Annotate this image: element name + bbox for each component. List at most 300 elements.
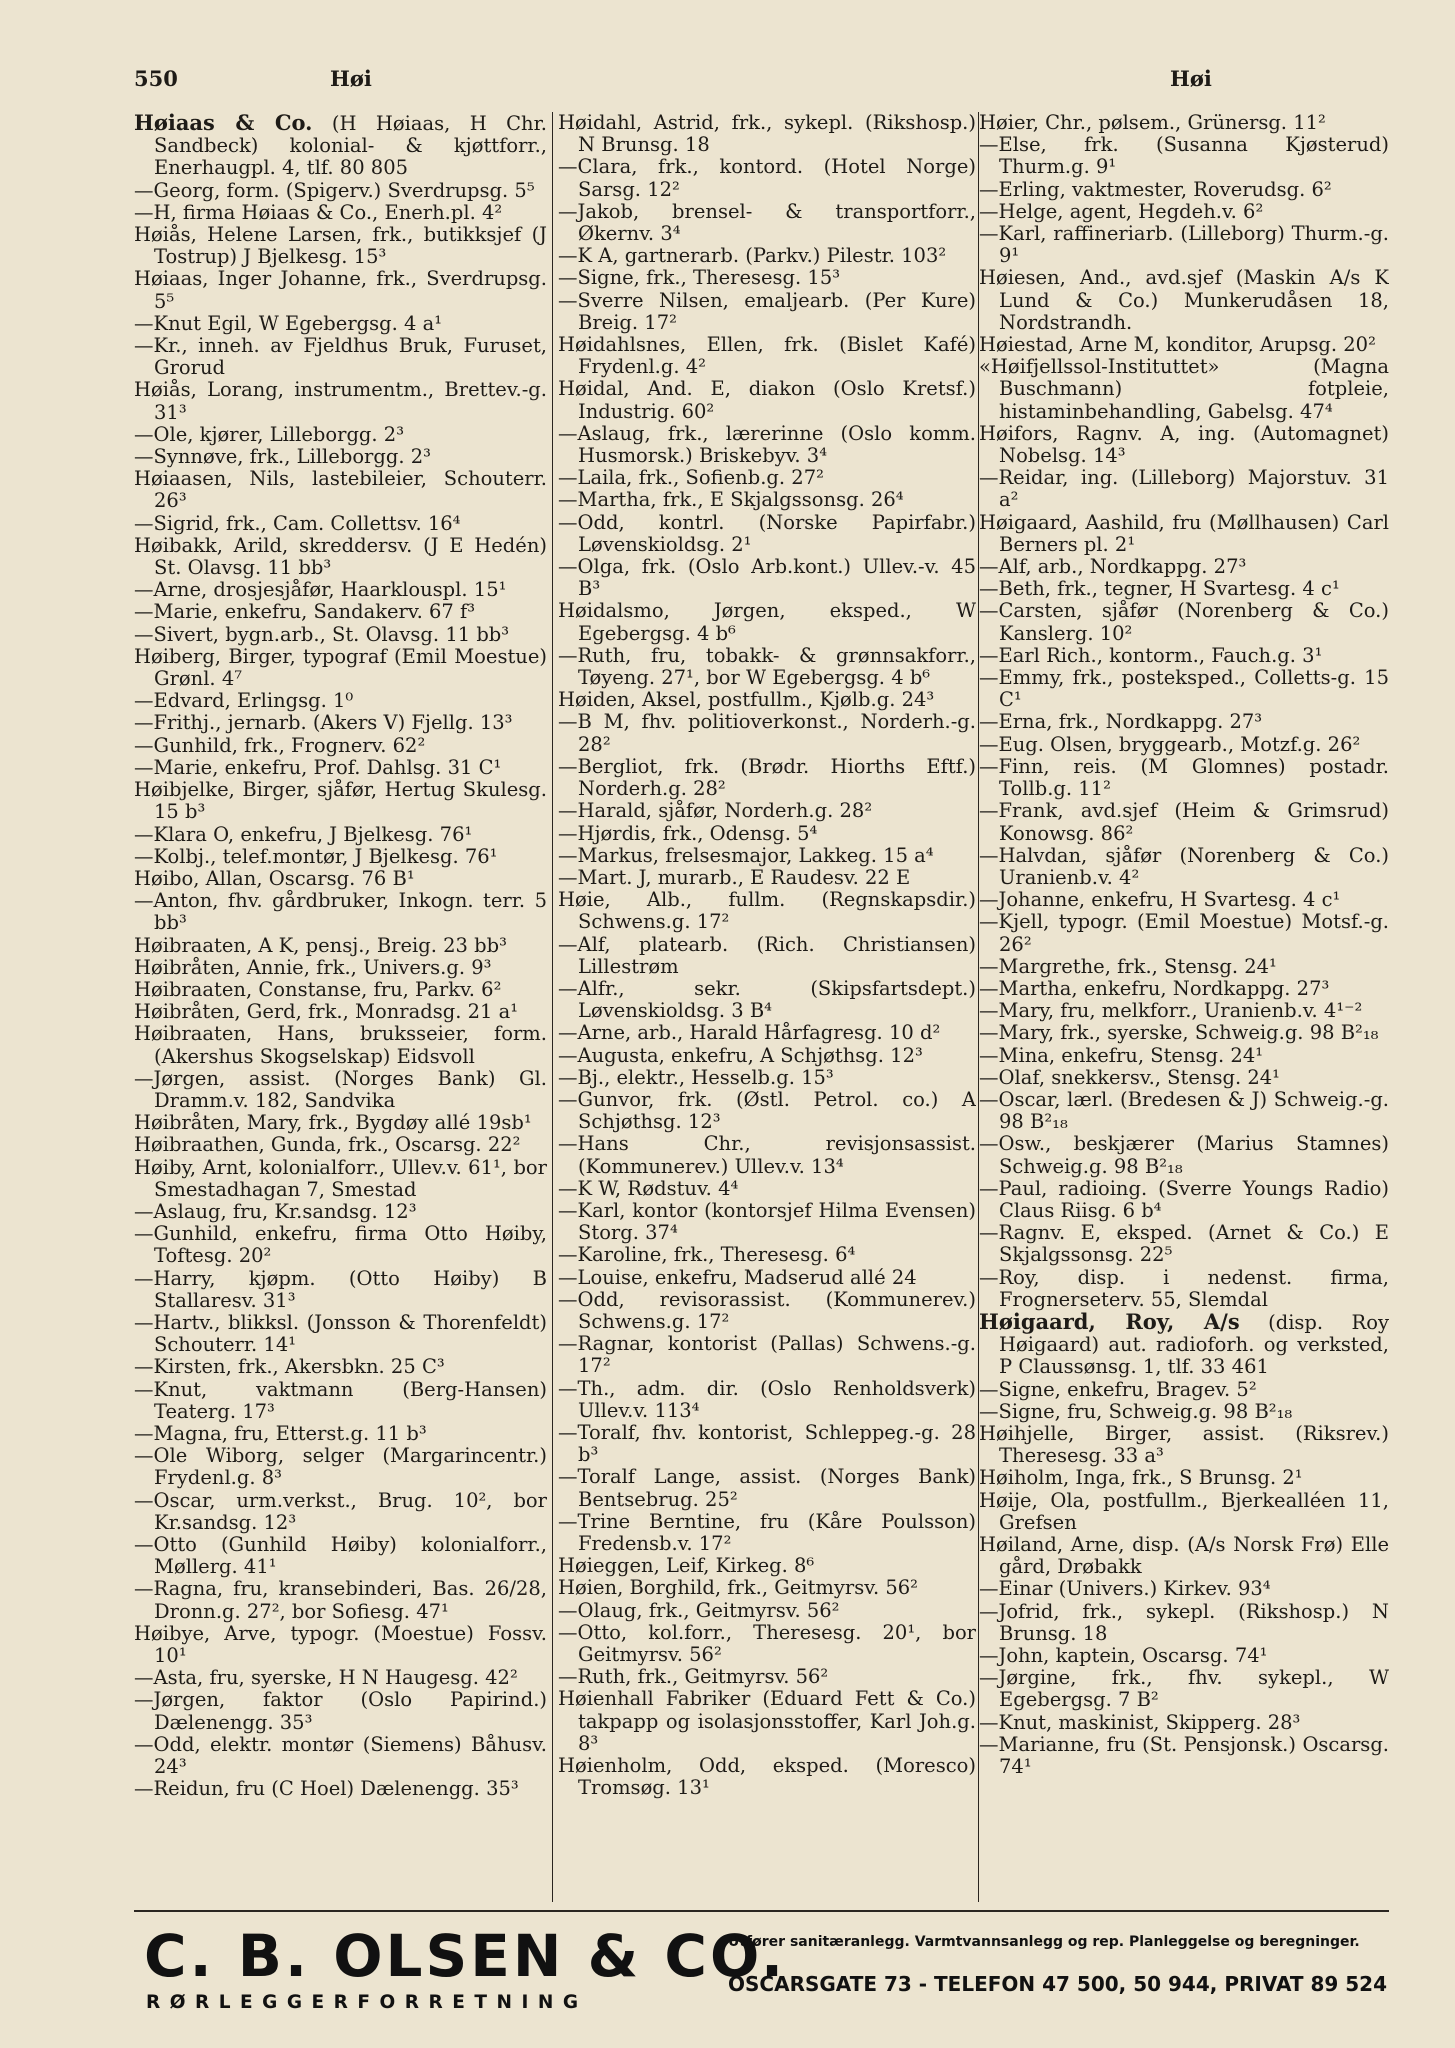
directory-entry bbox=[558, 423, 976, 467]
directory-entry bbox=[134, 979, 547, 1001]
entry-text: —Ragnar, kontorist (Pallas) Schwens.-g. 17² bbox=[558, 1332, 976, 1378]
directory-entry bbox=[134, 846, 547, 868]
entry-text: —Odd, elektr. montør (Siemens) Båhusv. 24³ bbox=[134, 1732, 547, 1779]
directory-entry bbox=[979, 1222, 1389, 1266]
directory-entry bbox=[134, 1112, 547, 1134]
entry-text: —Hartv., blikksl. (Jonsson & Thorenfeldt) Schouterr. 14¹ bbox=[134, 1310, 547, 1357]
directory-entry bbox=[558, 934, 976, 978]
directory-entry bbox=[979, 1712, 1389, 1734]
entry-text: —Erling, vaktmester, Roverudsg. 6² bbox=[979, 177, 1332, 201]
entry-text: —Mary, frk., syerske, Schweig.g. 98 B²₁₈ bbox=[979, 1021, 1379, 1045]
entry-text: —Signe, enkefru, Bragev. 5² bbox=[979, 1377, 1257, 1401]
directory-entry bbox=[979, 512, 1389, 556]
entry-text: —Th., adm. dir. (Oslo Renholdsverk) Ullev.v. 113⁴ bbox=[558, 1376, 976, 1422]
directory-entry bbox=[134, 735, 547, 757]
directory-entry bbox=[558, 1577, 976, 1599]
directory-entry bbox=[558, 800, 976, 822]
directory-entry bbox=[134, 1778, 547, 1800]
directory-entry bbox=[979, 1645, 1389, 1667]
entry-text: —Ole Wiborg, selger (Margarincentr.) Frydenl.g. 8³ bbox=[134, 1444, 547, 1490]
directory-entry bbox=[134, 1490, 547, 1534]
directory-entry bbox=[979, 1267, 1389, 1311]
directory-entry bbox=[134, 824, 547, 846]
directory-entry bbox=[134, 1001, 547, 1023]
entry-text: Høibraathen, Gunda, frk., Oscarsg. 22² bbox=[134, 1133, 521, 1157]
directory-entry bbox=[134, 202, 547, 224]
entry-text: —Marie, enkefru, Sandakerv. 67 f³ bbox=[134, 600, 476, 624]
directory-entry bbox=[134, 1534, 547, 1578]
entry-text: Høibraaten, A K, pensj., Breig. 23 bb³ bbox=[134, 933, 507, 957]
entry-text: —Reidar, ing. (Lilleborg) Majorstuv. 31 a² bbox=[979, 466, 1389, 512]
entry-text: —Mary, fru, melkforr., Uranienb.v. 4¹⁻² bbox=[979, 999, 1363, 1023]
directory-entry bbox=[558, 467, 976, 489]
directory-entry bbox=[134, 1623, 547, 1667]
directory-entry bbox=[558, 1178, 976, 1200]
entry-text: Høie, Alb., fullm. (Regnskapsdir.) Schwens.g. 17² bbox=[558, 888, 976, 934]
directory-entry bbox=[979, 978, 1389, 1000]
directory-entry bbox=[558, 1133, 976, 1177]
directory-entry bbox=[979, 134, 1389, 178]
entry-text: —Knut, vaktmann (Berg-Hansen) Teaterg. 17³ bbox=[134, 1377, 547, 1423]
directory-column-1 bbox=[134, 112, 547, 1904]
directory-entry bbox=[558, 1555, 976, 1577]
entry-text: —Alf, arb., Nordkappg. 27³ bbox=[979, 555, 1247, 579]
directory-entry bbox=[979, 1045, 1389, 1067]
directory-entry bbox=[558, 1045, 976, 1067]
entry-text: —Laila, frk., Sofienb.g. 27² bbox=[558, 466, 824, 490]
entry-text: —Georg, form. (Spigerv.) Sverdrupsg. 5⁵ bbox=[134, 178, 535, 202]
entry-text: Høiland, Arne, disp. (A/s Norsk Frø) Elle gård, Drøbakk bbox=[979, 1533, 1389, 1579]
directory-entry bbox=[979, 645, 1389, 667]
entry-text: Høieggen, Leif, Kirkeg. 8⁶ bbox=[558, 1554, 815, 1578]
entry-text: —Ragnv. E, eksped. (Arnet & Co.) E Skjalgssonsg. 22⁵ bbox=[979, 1221, 1389, 1267]
directory-entry bbox=[979, 1308, 1389, 1379]
entry-text: —K A, gartnerarb. (Parkv.) Pilestr. 103² bbox=[558, 244, 947, 268]
entry-text: «Høifjellssol-Instituttet» (Magna Buschmann) fotpleie, histaminbehandling, Gabelsg. 47⁴ bbox=[979, 355, 1389, 423]
directory-entry bbox=[558, 600, 976, 644]
directory-entry bbox=[134, 690, 547, 712]
entry-text: —Alf, platearb. (Rich. Christiansen) Lillestrøm bbox=[558, 932, 976, 978]
directory-entry bbox=[134, 868, 547, 890]
directory-entry bbox=[558, 823, 976, 845]
directory-entry bbox=[558, 512, 976, 556]
directory-entry bbox=[558, 1466, 976, 1510]
entry-text: Høidal, And. E, diakon (Oslo Kretsf.) Industrig. 60² bbox=[558, 377, 976, 423]
entry-text: —Oscar, lærl. (Bredesen & J) Schweig.-g. 98 B²₁₈ bbox=[979, 1087, 1389, 1134]
entry-text: Høiaas, Inger Johanne, frk., Sverdrupsg. 5⁵ bbox=[134, 267, 547, 313]
entry-text: —Kr., inneh. av Fjeldhus Bruk, Furuset, Grorud bbox=[134, 334, 547, 380]
directory-entry bbox=[134, 1379, 547, 1423]
entry-text: —Martha, enkefru, Nordkappg. 27³ bbox=[979, 976, 1330, 1000]
directory-entry bbox=[558, 1688, 976, 1755]
entry-text: Høibråten, Mary, frk., Bygdøy allé 19sb¹ bbox=[134, 1111, 532, 1135]
directory-entry bbox=[979, 1601, 1389, 1645]
entry-text: —Anton, fhv. gårdbruker, Inkogn. terr. 5 bb³ bbox=[134, 889, 547, 935]
ad-services-text: Utfører sanitæranlegg. Varmtvannsanlegg og rep. Planleggelse og beregninger. bbox=[728, 1934, 1360, 1950]
entry-text: —Ragna, fru, kransebinderi, Bas. 26/28, Dronn.g. 27², bor Sofiesg. 47¹ bbox=[134, 1577, 547, 1623]
entry-text: —Karl, raffineriarb. (Lilleborg) Thurm.-g. 9¹ bbox=[979, 222, 1389, 268]
entry-text: Høiesen, And., avd.sjef (Maskin A/s K Lund & Co.) Munkerudåsen 18, Nordstrandh. bbox=[979, 266, 1389, 334]
directory-entry bbox=[134, 624, 547, 646]
entry-text: —Edvard, Erlingsg. 1⁰ bbox=[134, 689, 354, 713]
directory-entry bbox=[134, 579, 547, 601]
entry-text: Høiestad, Arne M, konditor, Arupsg. 20² bbox=[979, 333, 1376, 357]
entry-text: —Olga, frk. (Oslo Arb.kont.) Ullev.-v. 45 B³ bbox=[558, 555, 976, 601]
entry-name: Høigaard, Roy, A/s bbox=[979, 1308, 1240, 1334]
directory-entry bbox=[134, 712, 547, 734]
directory-entry bbox=[134, 646, 547, 690]
directory-entry bbox=[558, 1089, 976, 1133]
entry-text: —John, kaptein, Oscarsg. 74¹ bbox=[979, 1644, 1268, 1668]
directory-entry bbox=[979, 356, 1389, 423]
entry-text: —Odd, revisorassist. (Kommunerev.) Schwens.g. 17² bbox=[558, 1287, 976, 1333]
directory-entry bbox=[134, 1423, 547, 1445]
directory-entry bbox=[558, 978, 976, 1022]
entry-text: —Alfr., sekr. (Skipsfartsdept.) Løvenskioldsg. 3 B⁴ bbox=[558, 976, 976, 1023]
directory-entry bbox=[134, 1445, 547, 1489]
entry-text: —Karl, kontor (kontorsjef Hilma Evensen) Storg. 37⁴ bbox=[558, 1198, 976, 1245]
entry-text: Høije, Ola, postfullm., Bjerkealléen 11, Grefsen bbox=[979, 1488, 1389, 1534]
directory-entry bbox=[979, 1467, 1389, 1489]
entry-text: —Jofrid, frk., sykepl. (Rikshosp.) N Brunsg. 18 bbox=[979, 1599, 1389, 1645]
entry-text: —Markus, frelsesmajor, Lakkeg. 15 a⁴ bbox=[558, 843, 934, 867]
entry-text: —Sivert, bygn.arb., St. Olavsg. 11 bb³ bbox=[134, 622, 510, 646]
directory-entry bbox=[134, 1023, 547, 1067]
directory-entry bbox=[134, 1268, 547, 1312]
entry-text: Høien, Borghild, frk., Geitmyrsv. 56² bbox=[558, 1576, 918, 1600]
right-running-head: Høi bbox=[1170, 66, 1212, 91]
entry-text: —Louise, enkefru, Madserud allé 24 bbox=[558, 1265, 917, 1289]
directory-entry bbox=[979, 1379, 1389, 1401]
directory-entry bbox=[979, 1089, 1389, 1133]
directory-entry bbox=[979, 1490, 1389, 1534]
entry-text: —Arne, arb., Harald Hårfagresg. 10 d² bbox=[558, 1021, 941, 1045]
entry-text: —Magna, fru, Etterst.g. 11 b³ bbox=[134, 1421, 427, 1445]
entry-text: —Aslaug, fru, Kr.sandsg. 12³ bbox=[134, 1199, 417, 1223]
entry-text: Høiholm, Inga, frk., S Brunsg. 2¹ bbox=[979, 1466, 1303, 1490]
entry-text: Høibo, Allan, Oscarsg. 76 B¹ bbox=[134, 866, 415, 890]
entry-text: —Olaug, frk., Geitmyrsv. 56² bbox=[558, 1598, 840, 1622]
directory-entry bbox=[134, 1157, 547, 1201]
directory-entry bbox=[134, 935, 547, 957]
directory-entry bbox=[979, 467, 1389, 511]
entry-text: —Trine Berntine, fru (Kåre Poulsson) Fredensb.v. 17² bbox=[558, 1509, 976, 1555]
directory-entry bbox=[558, 334, 976, 378]
directory-entry bbox=[134, 313, 547, 335]
directory-entry bbox=[134, 112, 547, 180]
entry-text: —Oscar, urm.verkst., Brug. 10², bor Kr.sandsg. 12³ bbox=[134, 1488, 547, 1534]
entry-text: Høiden, Aksel, postfullm., Kjølb.g. 24³ bbox=[558, 688, 935, 712]
directory-entry bbox=[558, 1200, 976, 1244]
directory-entry bbox=[558, 867, 976, 889]
directory-column-2 bbox=[558, 112, 976, 1904]
directory-entry bbox=[558, 1289, 976, 1333]
directory-entry bbox=[979, 1734, 1389, 1778]
entry-text: —Mina, enkefru, Stensg. 24¹ bbox=[979, 1043, 1264, 1067]
entry-text: —Bergliot, frk. (Brødr. Hiorths Eftf.) Norderh.g. 28² bbox=[558, 754, 976, 801]
directory-entry bbox=[134, 757, 547, 779]
entry-text: Høiberg, Birger, typograf (Emil Moestue) Grønl. 4⁷ bbox=[134, 644, 547, 691]
directory-entry bbox=[979, 845, 1389, 889]
directory-entry bbox=[558, 1511, 976, 1555]
directory-entry bbox=[979, 578, 1389, 600]
directory-entry bbox=[134, 1068, 547, 1112]
entry-text: —Ruth, fru, tobakk- & grønnsakforr., Tøyeng. 27¹, bor W Egebergsg. 4 b⁶ bbox=[558, 643, 976, 690]
entry-text: —Signe, frk., Theresesg. 15³ bbox=[558, 266, 841, 290]
entry-text: —Otto (Gunhild Høiby) kolonialforr., Møllerg. 41¹ bbox=[134, 1533, 547, 1579]
directory-entry bbox=[979, 1067, 1389, 1089]
entry-text: —Frithj., jernarb. (Akers V) Fjellg. 13³ bbox=[134, 711, 513, 735]
entry-text: —Harry, kjøpm. (Otto Høiby) B Stallaresv. 31³ bbox=[134, 1266, 547, 1312]
entry-text: —Frank, avd.sjef (Heim & Grimsrud) Konowsg. 86² bbox=[979, 799, 1389, 845]
entry-text: —Else, frk. (Susanna Kjøsterud) Thurm.g. 9¹ bbox=[979, 133, 1389, 179]
directory-entry bbox=[979, 201, 1389, 223]
directory-entry bbox=[558, 1600, 976, 1622]
ad-company-name: C. B. OLSEN & CO. bbox=[144, 1922, 787, 1990]
entry-text: —K W, Rødstuv. 4⁴ bbox=[558, 1176, 739, 1200]
entry-text: —Synnøve, frk., Lilleborgg. 2³ bbox=[134, 445, 431, 469]
directory-entry bbox=[134, 1667, 547, 1689]
directory-entry bbox=[134, 446, 547, 468]
entry-text: —Kjell, typogr. (Emil Moestue) Motsf.-g. 26² bbox=[979, 910, 1389, 956]
entry-text: Høigaard, Aashild, fru (Møllhausen) Carl Berners pl. 2¹ bbox=[979, 510, 1389, 556]
directory-entry bbox=[134, 224, 547, 268]
entry-text: Høidalsmo, Jørgen, eksped., W Egebergsg. 4 b⁶ bbox=[558, 599, 976, 645]
directory-entry bbox=[134, 468, 547, 512]
directory-entry bbox=[979, 1401, 1389, 1423]
entry-text: —H, firma Høiaas & Co., Enerh.pl. 4² bbox=[134, 200, 503, 224]
directory-entry bbox=[134, 1578, 547, 1622]
entry-text: Høibråten, Annie, frk., Univers.g. 9³ bbox=[134, 955, 492, 979]
entry-text: —Hans Chr., revisjonsassist. (Kommunerev.) Ullev.v. 13⁴ bbox=[558, 1132, 976, 1178]
entry-text: —Marie, enkefru, Prof. Dahlsg. 31 C¹ bbox=[134, 755, 502, 779]
entry-text: —Beth, frk., tegner, H Svartesg. 4 c¹ bbox=[979, 577, 1340, 601]
directory-entry bbox=[558, 1244, 976, 1266]
directory-entry bbox=[558, 1022, 976, 1044]
directory-entry bbox=[558, 267, 976, 289]
entry-text: Høibakk, Arild, skreddersv. (J E Hedén) St. Olavsg. 11 bb³ bbox=[134, 533, 547, 580]
directory-entry bbox=[979, 1178, 1389, 1222]
entry-text: —Margrethe, frk., Stensg. 24¹ bbox=[979, 954, 1277, 978]
directory-entry bbox=[979, 711, 1389, 733]
entry-text: —Roy, disp. i nedenst. firma, Frognerseterv. 55, Slemdal bbox=[979, 1265, 1389, 1311]
entry-text: —Finn, reis. (M Glomnes) postadr. Tollb.g. 11² bbox=[979, 754, 1389, 801]
directory-entry bbox=[134, 535, 547, 579]
directory-entry bbox=[558, 1622, 976, 1666]
entry-text: —Toralf Lange, assist. (Norges Bank) Bentsebrug. 25² bbox=[558, 1465, 976, 1511]
directory-entry bbox=[558, 756, 976, 800]
directory-entry bbox=[134, 268, 547, 312]
directory-entry bbox=[134, 513, 547, 535]
entry-text: —Olaf, snekkersv., Stensg. 24¹ bbox=[979, 1065, 1280, 1089]
directory-entry bbox=[979, 667, 1389, 711]
entry-text: —Toralf, fhv. kontorist, Schleppeg.-g. 28 b³ bbox=[558, 1420, 976, 1467]
entry-text: —Mart. J, murarb., E Raudesv. 22 E bbox=[558, 865, 911, 889]
entry-text: Høibråten, Gerd, frk., Monradsg. 21 a¹ bbox=[134, 1000, 519, 1024]
directory-entry bbox=[979, 1534, 1389, 1578]
entry-text: Høihjelle, Birger, assist. (Riksrev.) Theresesg. 33 a³ bbox=[979, 1421, 1389, 1468]
directory-entry bbox=[558, 201, 976, 245]
left-running-head: Høi bbox=[330, 66, 372, 91]
entry-text: —Jørgine, frk., fhv. sykepl., W Egebergsg. 7 B² bbox=[979, 1666, 1389, 1712]
directory-entry bbox=[134, 379, 547, 423]
entry-text: Høibraaten, Constanse, fru, Parkv. 6² bbox=[134, 977, 502, 1001]
entry-text: —Clara, frk., kontord. (Hotel Norge) Sarsg. 12² bbox=[558, 155, 976, 201]
column-divider bbox=[552, 112, 553, 1902]
entry-text: Høibjelke, Birger, sjåfør, Hertug Skulesg. 15 b³ bbox=[134, 778, 547, 824]
entry-text: —Erna, frk., Nordkappg. 27³ bbox=[979, 710, 1263, 734]
entry-text: —Johanne, enkefru, H Svartesg. 4 c¹ bbox=[979, 888, 1341, 912]
directory-entry bbox=[979, 267, 1389, 334]
directory-entry bbox=[134, 1223, 547, 1267]
directory-entry bbox=[979, 734, 1389, 756]
ad-company-subtitle: RØRLEGGERFORRETNING bbox=[146, 1992, 588, 2013]
entry-text: —Knut Egil, W Egebergsg. 4 a¹ bbox=[134, 311, 443, 335]
entry-text: —Jørgen, assist. (Norges Bank) Gl. Dramm.v. 182, Sandvika bbox=[134, 1066, 547, 1112]
entry-text: —Marianne, fru (St. Pensjonsk.) Oscarsg. 74¹ bbox=[979, 1732, 1389, 1779]
directory-entry bbox=[558, 1267, 976, 1289]
directory-entry bbox=[979, 600, 1389, 644]
entry-text: —Jakob, brensel- & transportforr., Økernv. 3⁴ bbox=[558, 199, 976, 246]
directory-entry bbox=[558, 689, 976, 711]
entry-text: —Sigrid, frk., Cam. Collettsv. 16⁴ bbox=[134, 511, 461, 535]
entry-text: —Osw., beskjærer (Marius Stamnes) Schweig.g. 98 B²₁₈ bbox=[979, 1132, 1389, 1178]
directory-entry bbox=[979, 756, 1389, 800]
entry-text: —Einar (Univers.) Kirkev. 93⁴ bbox=[979, 1577, 1271, 1601]
entry-text: —Bj., elektr., Hesselb.g. 15³ bbox=[558, 1065, 834, 1089]
directory-entry bbox=[134, 1734, 547, 1778]
directory-entry bbox=[979, 1667, 1389, 1711]
directory-entry bbox=[134, 180, 547, 202]
directory-entry bbox=[979, 1423, 1389, 1467]
entry-text: —Carsten, sjåfør (Norenberg & Co.) Kanslerg. 10² bbox=[979, 599, 1389, 645]
directory-entry bbox=[558, 889, 976, 933]
advertisement-banner bbox=[134, 1910, 1389, 2012]
directory-entry bbox=[558, 645, 976, 689]
directory-entry bbox=[558, 290, 976, 334]
directory-entry bbox=[558, 1378, 976, 1422]
entry-text: —Reidun, fru (C Hoel) Dælenengg. 35³ bbox=[134, 1777, 519, 1801]
directory-entry bbox=[979, 1578, 1389, 1600]
directory-entry bbox=[558, 156, 976, 200]
entry-text: —Helge, agent, Hegdeh.v. 6² bbox=[979, 199, 1264, 223]
directory-entry bbox=[979, 1133, 1389, 1177]
directory-entry bbox=[979, 556, 1389, 578]
entry-text: —Emmy, frk., posteksped., Colletts-g. 15 C¹ bbox=[979, 666, 1389, 712]
entry-text: (H Høiaas, H Chr. Sandbeck) kolonial- & kjøttforr., Enerhaugpl. 4, tlf. 80 805 bbox=[154, 112, 547, 180]
entry-text: —Eug. Olsen, bryggearb., Motzf.g. 26² bbox=[979, 732, 1361, 756]
entry-text: —Gunhild, enkefru, firma Otto Høiby, Toftesg. 20² bbox=[134, 1222, 547, 1268]
entry-text: —B M, fhv. politioverkonst., Norderh.-g. 28² bbox=[558, 710, 976, 756]
entry-text: —Signe, fru, Schweig.g. 98 B²₁₈ bbox=[979, 1399, 1293, 1423]
directory-entry bbox=[134, 890, 547, 934]
entry-text: —Hjørdis, frk., Odensg. 5⁴ bbox=[558, 821, 818, 845]
entry-text: —Sverre Nilsen, emaljearb. (Per Kure) Breig. 17² bbox=[558, 288, 976, 334]
directory-entry bbox=[979, 112, 1389, 134]
entry-text: Høiby, Arnt, kolonialforr., Ullev.v. 61¹, bor Smestadhagan 7, Smestad bbox=[134, 1155, 547, 1201]
entry-text: Høiaasen, Nils, lastebileier, Schouterr. 26³ bbox=[134, 467, 547, 513]
entry-text: (disp. Roy Høigaard) aut. radioforh. og verksted, P Claussønsg. 1, tlf. 33 461 bbox=[999, 1310, 1389, 1379]
entry-text: Høiås, Helene Larsen, frk., butikksjef (J Tostrup) J Bjelkesg. 15³ bbox=[134, 223, 547, 269]
directory-entry bbox=[558, 1422, 976, 1466]
directory-entry bbox=[134, 424, 547, 446]
entry-text: Høier, Chr., pølsem., Grünersg. 11² bbox=[979, 112, 1326, 134]
entry-text: —Asta, fru, syerske, H N Haugesg. 42² bbox=[134, 1666, 518, 1690]
directory-entry bbox=[558, 245, 976, 267]
directory-entry bbox=[134, 1134, 547, 1156]
ad-contact-text: OSCARSGATE 73 - TELEFON 47 500, 50 944, PRIVAT 89 524 bbox=[728, 1972, 1388, 1996]
entry-text: —Gunhild, frk., Frognerv. 62² bbox=[134, 733, 426, 757]
directory-entry bbox=[134, 1312, 547, 1356]
entry-text: —Jørgen, faktor (Oslo Papirind.) Dælenengg. 35³ bbox=[134, 1688, 547, 1734]
directory-entry bbox=[134, 779, 547, 823]
directory-entry bbox=[979, 1000, 1389, 1022]
entry-text: Høienhall Fabriker (Eduard Fett & Co.) takpapp og isolasjonsstoffer, Karl Joh.g. 8³ bbox=[558, 1687, 976, 1755]
entry-text: Høidahl, Astrid, frk., sykepl. (Rikshosp.) N Brunsg. 18 bbox=[558, 112, 976, 157]
directory-entry bbox=[558, 1067, 976, 1089]
directory-column-3 bbox=[979, 112, 1389, 1904]
directory-entry bbox=[979, 223, 1389, 267]
entry-text: —Arne, drosjesjåfør, Haarklouspl. 15¹ bbox=[134, 578, 507, 602]
directory-entry bbox=[558, 378, 976, 422]
directory-entry bbox=[979, 179, 1389, 201]
entry-text: Høibraaten, Hans, bruksseier, form. (Akershus Skogselskap) Eidsvoll bbox=[134, 1022, 547, 1068]
directory-entry bbox=[979, 800, 1389, 844]
entry-text: —Odd, kontrl. (Norske Papirfabr.) Løvenskioldsg. 2¹ bbox=[558, 510, 976, 556]
directory-entry bbox=[979, 334, 1389, 356]
entry-text: —Aslaug, frk., lærerinne (Oslo komm. Husmorsk.) Briskebyv. 3⁴ bbox=[558, 421, 976, 468]
directory-entry bbox=[134, 1356, 547, 1378]
page-number: 550 bbox=[134, 66, 178, 91]
entry-text: —Harald, sjåfør, Norderh.g. 28² bbox=[558, 799, 873, 823]
directory-entry bbox=[979, 911, 1389, 955]
entry-text: Høiås, Lorang, instrumentm., Brettev.-g. 31³ bbox=[134, 378, 547, 424]
directory-entry bbox=[134, 335, 547, 379]
entry-name: Høiaas & Co. bbox=[134, 112, 313, 135]
entry-text: —Kolbj., telef.montør, J Bjelkesg. 76¹ bbox=[134, 844, 498, 868]
directory-entry bbox=[979, 1022, 1389, 1044]
entry-text: —Karoline, frk., Theresesg. 6⁴ bbox=[558, 1243, 856, 1267]
directory-entry bbox=[134, 601, 547, 623]
directory-entry bbox=[134, 1201, 547, 1223]
entry-text: —Otto, kol.forr., Theresesg. 20¹, bor Geitmyrsv. 56² bbox=[558, 1620, 976, 1667]
directory-entry bbox=[558, 1666, 976, 1688]
entry-text: Høifors, Ragnv. A, ing. (Automagnet) Nobelsg. 14³ bbox=[979, 421, 1389, 468]
entry-text: —Martha, frk., E Skjalgssonsg. 26⁴ bbox=[558, 488, 904, 512]
entry-text: Høidahlsnes, Ellen, frk. (Bislet Kafé) Frydenl.g. 4² bbox=[558, 333, 976, 379]
directory-entry bbox=[558, 556, 976, 600]
entry-text: —Paul, radioing. (Sverre Youngs Radio) Claus Riisg. 6 b⁴ bbox=[979, 1176, 1389, 1222]
directory-entry bbox=[979, 889, 1389, 911]
directory-entry bbox=[558, 489, 976, 511]
entry-text: —Knut, maskinist, Skipperg. 28³ bbox=[979, 1710, 1301, 1734]
entry-text: —Earl Rich., kontorm., Fauch.g. 3¹ bbox=[979, 643, 1323, 667]
directory-entry bbox=[134, 1689, 547, 1733]
directory-entry bbox=[558, 1755, 976, 1799]
entry-text: —Halvdan, sjåfør (Norenberg & Co.) Uranienb.v. 4² bbox=[979, 843, 1389, 889]
directory-entry bbox=[558, 112, 976, 156]
directory-entry bbox=[979, 956, 1389, 978]
directory-entry bbox=[558, 711, 976, 755]
entry-text: Høienholm, Odd, eksped. (Moresco) Tromsøg. 13¹ bbox=[558, 1754, 976, 1800]
entry-text: Høibye, Arve, typogr. (Moestue) Fossv. 10¹ bbox=[134, 1621, 547, 1668]
entry-text: —Augusta, enkefru, A Schjøthsg. 12³ bbox=[558, 1043, 923, 1067]
directory-entry bbox=[558, 1333, 976, 1377]
entry-text: —Gunvor, frk. (Østl. Petrol. co.) A Schjøthsg. 12³ bbox=[558, 1087, 976, 1134]
entry-text: —Ole, kjører, Lilleborgg. 2³ bbox=[134, 422, 405, 446]
directory-entry bbox=[979, 423, 1389, 467]
directory-entry bbox=[134, 957, 547, 979]
